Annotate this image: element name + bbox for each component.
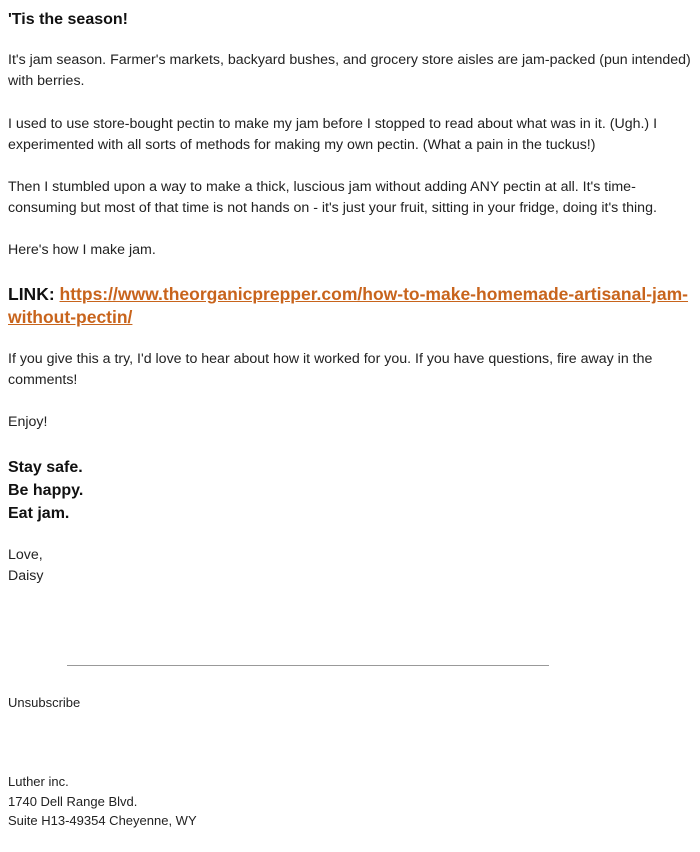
signoff-block: [8, 456, 83, 525]
recipe-link[interactable]: https://www.theorganicprepper.com/how-to-make-homemade-artisanal-jam-without-pectin/: [8, 284, 689, 327]
paragraph-method: Then I stumbled upon a way to make a thick, luscious jam without adding ANY pectin at all. It's time-consuming but most of that time is not hands on - it's just your fruit, sitting in your fridge, doing it's thing.: [8, 179, 657, 216]
paragraph-feedback: If you give this a try, I'd love to hear about how it worked for you. If you have questions, fire away in the comments!: [8, 351, 653, 388]
author-name: Daisy: [8, 568, 44, 584]
unsubscribe-link[interactable]: Unsubscribe: [8, 695, 81, 710]
paragraph-jam-season: It's jam season. Farmer's markets, backyard bushes, and grocery store aisles are jam-packed (pun intended) with berries.: [8, 52, 691, 89]
closing: [8, 545, 43, 587]
company-address: [8, 772, 197, 831]
paragraph-enjoy: Enjoy!: [8, 414, 48, 430]
paragraph-pectin: I used to use store-bought pectin to make my jam before I stopped to read about what was in it. (Ugh.) I experimented with all sorts of methods for making my own pectin. (What a pain in the tuckus!): [8, 116, 658, 153]
email-heading: 'Tis the season!: [8, 11, 128, 28]
closing-love: Love,: [8, 547, 43, 563]
address-line-2: Suite H13-49354 Cheyenne, WY: [8, 813, 197, 828]
signoff-line-stay-safe: Stay safe.: [8, 459, 83, 476]
company-name: Luther inc.: [8, 774, 69, 789]
paragraph-how-to: Here's how I make jam.: [8, 242, 156, 258]
link-line: [8, 283, 692, 329]
signoff-line-eat-jam: Eat jam.: [8, 505, 70, 522]
link-label: LINK:: [8, 284, 55, 304]
address-line-1: 1740 Dell Range Blvd.: [8, 793, 138, 809]
footer-divider: [67, 665, 549, 666]
signoff-line-be-happy: Be happy.: [8, 482, 84, 499]
